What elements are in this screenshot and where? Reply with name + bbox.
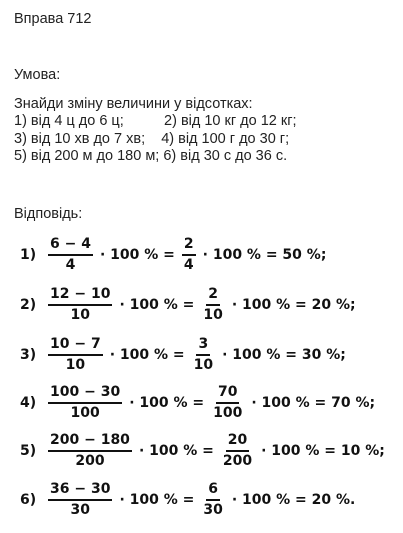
denominator: 30 xyxy=(203,502,223,518)
operator-text: · 100 % = xyxy=(99,247,175,263)
solution-row xyxy=(20,236,329,274)
solution-number: 3) xyxy=(20,347,37,363)
solution-row xyxy=(20,384,378,422)
numerator: 6 xyxy=(206,481,220,501)
denominator: 10 xyxy=(70,307,90,323)
denominator: 10 xyxy=(203,307,223,323)
solution-row xyxy=(20,336,349,374)
solution-row xyxy=(20,481,358,519)
denominator: 200 xyxy=(75,453,105,469)
numerator: 100 − 30 xyxy=(48,384,122,404)
numerator: 12 − 10 xyxy=(48,286,112,306)
fraction xyxy=(192,336,215,374)
result-text: · 100 % = 20 %. xyxy=(231,492,356,508)
numerator: 36 − 30 xyxy=(48,481,112,501)
fraction xyxy=(221,432,254,470)
condition-line: Знайди зміну величини у відсотках: xyxy=(14,96,253,112)
denominator: 4 xyxy=(183,257,194,273)
exercise-heading: Вправа 712 xyxy=(14,11,92,27)
fraction xyxy=(48,236,93,274)
numerator: 3 xyxy=(196,336,210,356)
fraction xyxy=(48,336,103,374)
result-text: · 100 % = 30 %; xyxy=(222,347,346,363)
solution-number: 5) xyxy=(20,443,37,459)
numerator: 6 − 4 xyxy=(48,236,93,256)
result-text: · 100 % = 20 %; xyxy=(231,297,356,313)
denominator: 10 xyxy=(193,357,214,373)
fraction xyxy=(182,236,196,274)
result-text: · 100 % = 70 %; xyxy=(251,395,376,411)
condition-line: 3) від 10 хв до 7 хв; 4) від 100 г до 30 г; xyxy=(14,130,290,147)
result-text: · 100 % = 10 %; xyxy=(261,443,385,459)
denominator: 200 xyxy=(222,453,253,469)
result-text: · 100 % = 50 %; xyxy=(202,247,327,263)
fraction xyxy=(211,384,244,422)
numerator: 10 − 7 xyxy=(48,336,103,356)
operator-text: · 100 % = xyxy=(119,492,195,508)
numerator: 2 xyxy=(182,236,196,256)
answer-label: Відповідь: xyxy=(14,206,83,222)
numerator: 2 xyxy=(206,286,220,306)
fraction xyxy=(48,432,132,470)
operator-text: · 100 % = xyxy=(138,443,214,459)
denominator: 4 xyxy=(65,257,76,273)
fraction xyxy=(48,286,112,324)
operator-text: · 100 % = xyxy=(129,395,205,411)
denominator: 100 xyxy=(70,405,100,421)
operator-text: · 100 % = xyxy=(119,297,195,313)
condition-label: Умова: xyxy=(14,67,61,83)
operator-text: · 100 % = xyxy=(109,347,185,363)
solution-number: 6) xyxy=(20,492,37,508)
solution-number: 1) xyxy=(20,247,37,263)
condition-line: 1) від 4 ц до 6 ц; 2) від 10 кг до 12 кг; xyxy=(14,113,297,130)
numerator: 70 xyxy=(216,384,239,404)
denominator: 10 xyxy=(65,357,86,373)
denominator: 100 xyxy=(213,405,243,421)
fraction xyxy=(48,481,112,519)
numerator: 200 − 180 xyxy=(48,432,132,452)
condition-line: 5) від 200 м до 180 м; 6) від 30 с до 36 с. xyxy=(14,147,288,164)
solution-number: 2) xyxy=(20,297,37,313)
condition-text xyxy=(14,96,297,165)
solution-row xyxy=(20,286,359,324)
denominator: 30 xyxy=(70,502,90,518)
solution-number: 4) xyxy=(20,395,37,411)
solution-row xyxy=(20,432,388,470)
fraction xyxy=(201,286,224,324)
numerator: 20 xyxy=(226,432,249,452)
fraction xyxy=(48,384,122,422)
fraction xyxy=(201,481,224,519)
